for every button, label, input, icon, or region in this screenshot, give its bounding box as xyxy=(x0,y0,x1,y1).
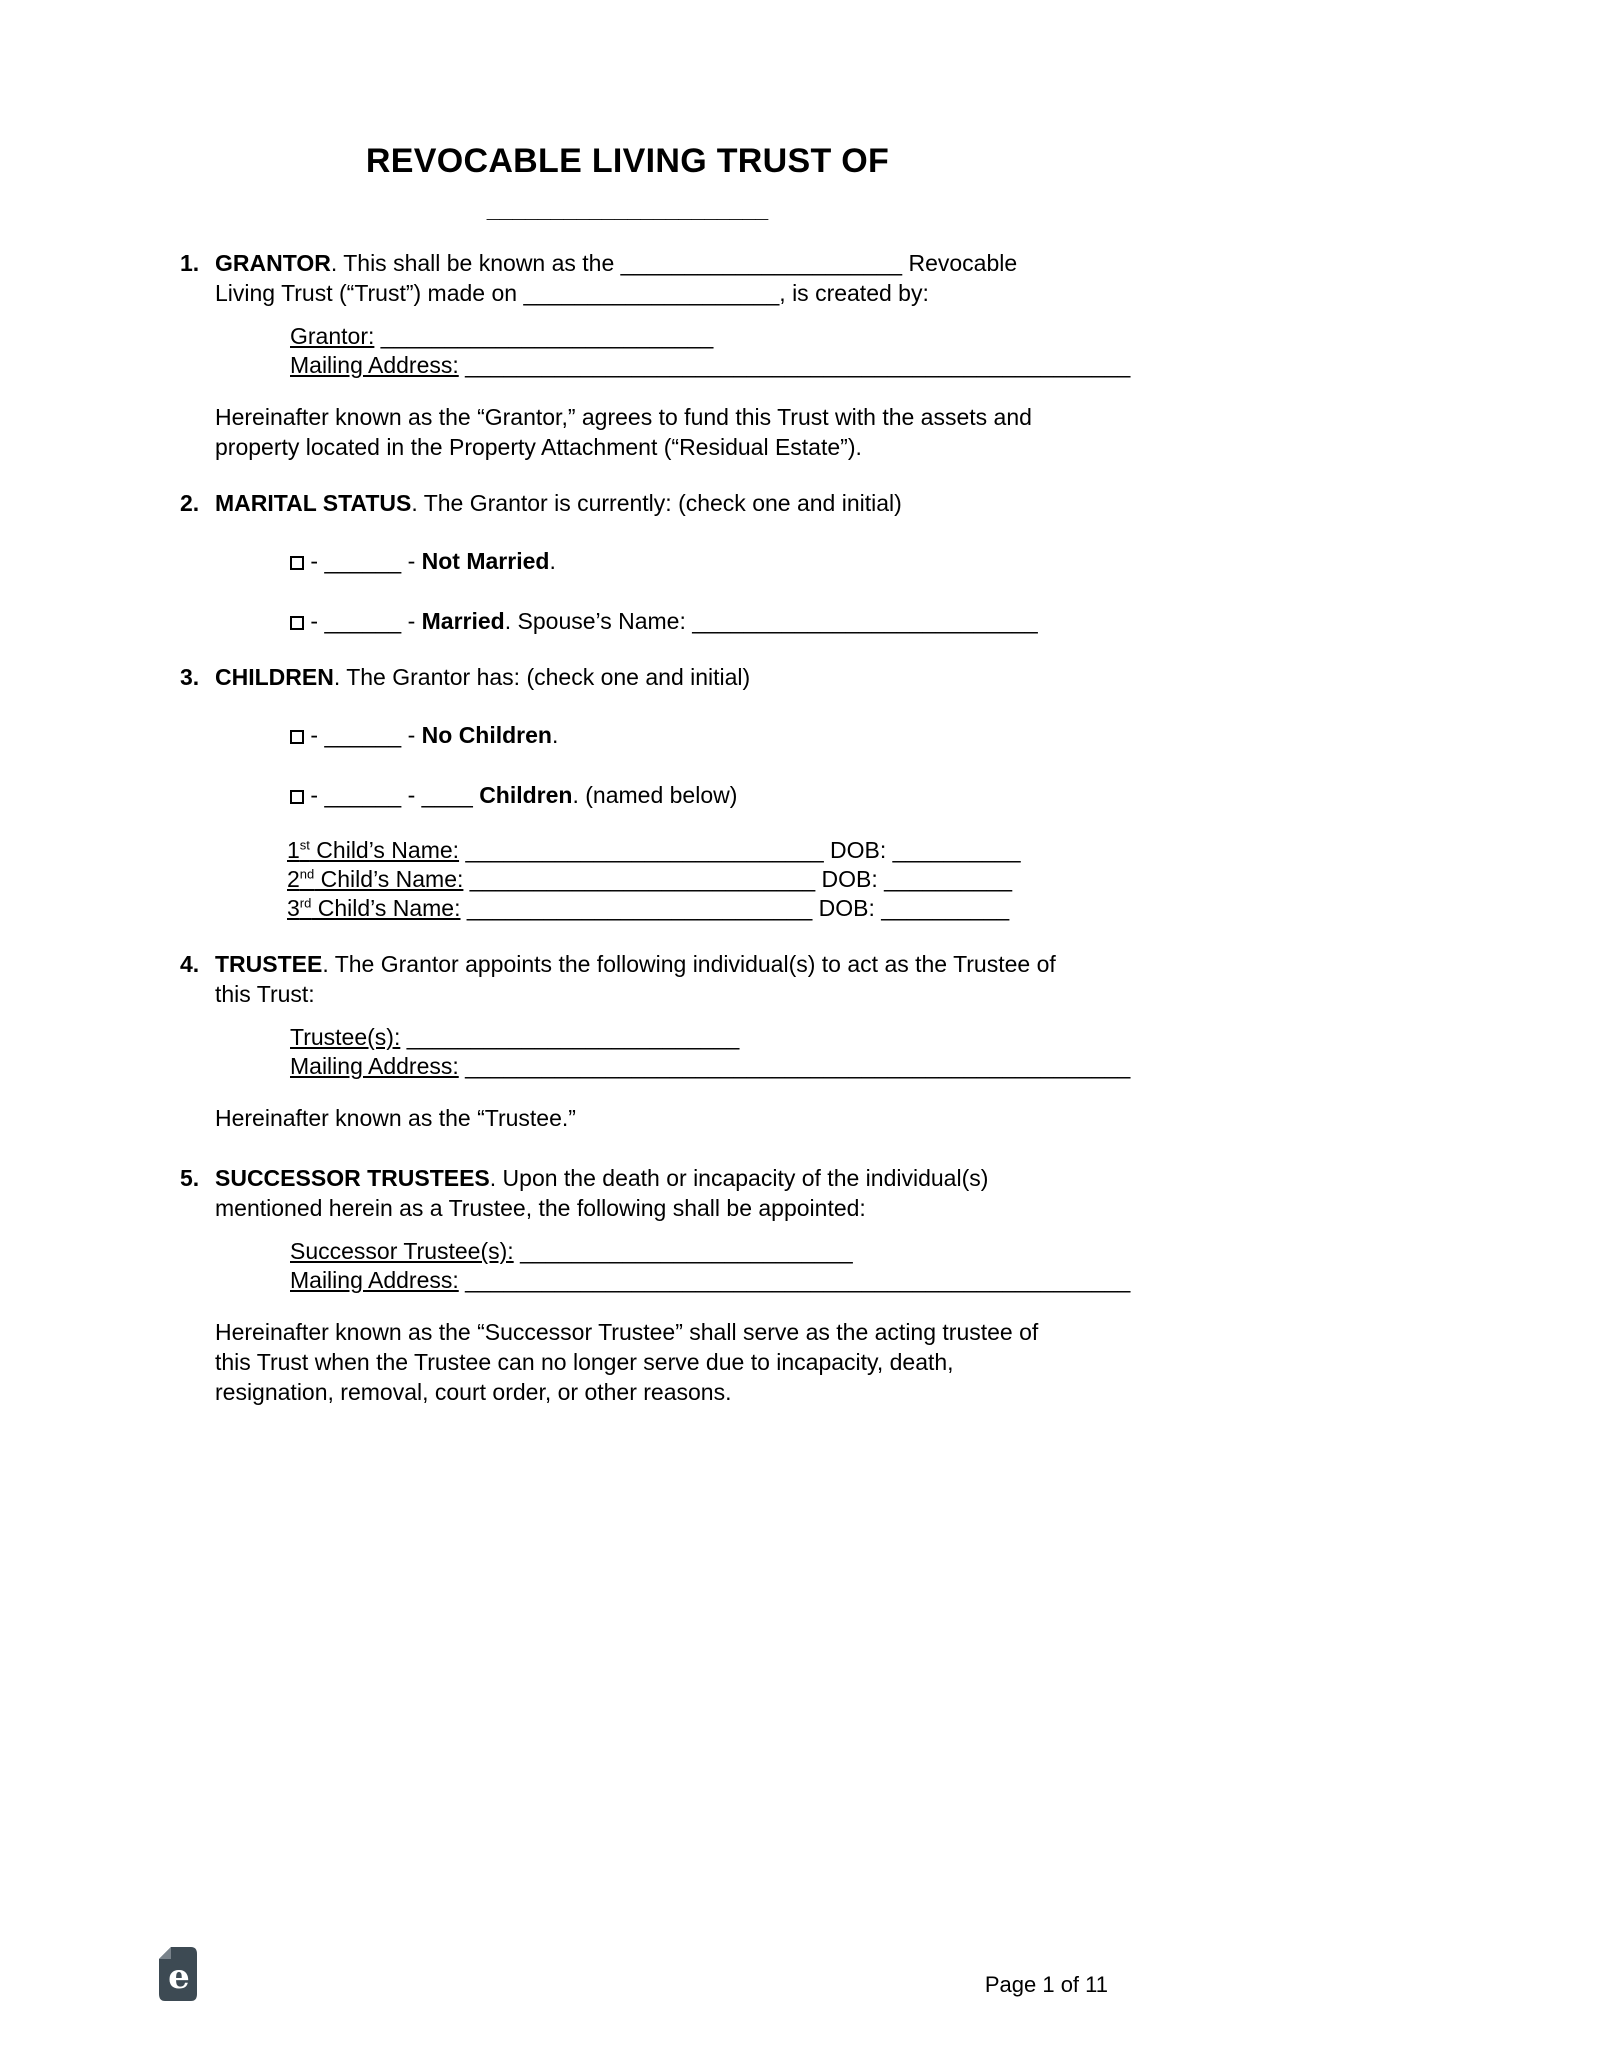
child-1-row xyxy=(287,836,1075,865)
title-blank-line: ______________________ xyxy=(486,196,769,222)
successor-mailing-label: Mailing Address: xyxy=(290,1267,459,1293)
trustee-mailing-field-row xyxy=(290,1052,1131,1081)
section-2-intro-text: . The Grantor is currently: (check one and initial) xyxy=(411,490,902,516)
section-1-intro xyxy=(215,248,1075,308)
section-3-intro xyxy=(215,662,1075,692)
not-married-initial-blank: - ______ - xyxy=(304,548,422,574)
child-3-ordinal-suffix: rd xyxy=(299,895,312,911)
grantor-label: Grantor: xyxy=(290,323,375,349)
successor-trustee-label: Successor Trustee(s): xyxy=(290,1238,514,1264)
grantor-mailing-label: Mailing Address: xyxy=(290,352,459,378)
children-count-blank: - ______ - ____ xyxy=(304,782,480,808)
child-2-blanks: ___________________________ DOB: __________ xyxy=(463,866,1013,892)
section-3-number: 3. xyxy=(180,664,200,690)
not-married-label: Not Married xyxy=(421,548,550,574)
section-5-intro xyxy=(215,1163,1075,1223)
trustee-blank-line: __________________________ xyxy=(400,1024,740,1050)
trustee-label: Trustee(s): xyxy=(290,1024,401,1050)
section-trustee xyxy=(180,949,1131,1133)
eforms-logo-letter: e xyxy=(168,1957,190,1997)
child-2-label-text: Child’s Name: xyxy=(314,866,464,892)
child-3-number: 3 xyxy=(287,895,300,921)
section-5-heading: SUCCESSOR TRUSTEES xyxy=(215,1165,490,1191)
section-4-intro xyxy=(215,949,1075,1009)
section-4-number: 4. xyxy=(180,951,200,977)
no-children-label: No Children xyxy=(421,722,552,748)
no-children-suffix: . xyxy=(551,722,559,748)
page-number: Page 1 of 11 xyxy=(984,1972,1108,1997)
section-grantor xyxy=(180,248,1131,462)
grantor-blank-line: __________________________ xyxy=(374,323,714,349)
successor-trustee-blank-line: __________________________ xyxy=(513,1238,853,1264)
grantor-mailing-field-row xyxy=(290,351,1131,380)
children-name-list xyxy=(287,836,1075,923)
section-4-heading: TRUSTEE xyxy=(215,951,323,977)
section-children xyxy=(180,662,1075,923)
trustee-field-row xyxy=(290,1023,1075,1052)
child-3-blanks: ___________________________ DOB: __________ xyxy=(460,895,1010,921)
section-2-number: 2. xyxy=(180,490,200,516)
no-children-initial-blank: - ______ - xyxy=(304,722,422,748)
child-2-ordinal-suffix: nd xyxy=(299,866,315,882)
section-1-heading: GRANTOR xyxy=(215,250,331,276)
section-1-fields xyxy=(290,322,1131,380)
married-label: Married xyxy=(421,608,505,634)
not-married-checkbox[interactable] xyxy=(290,556,304,570)
child-1-label-text: Child’s Name: xyxy=(309,837,460,863)
child-2-label xyxy=(287,866,463,892)
has-children-checkbox[interactable] xyxy=(290,790,304,804)
children-suffix: . (named below) xyxy=(572,782,738,808)
child-3-label xyxy=(287,895,461,921)
section-successor-trustees xyxy=(180,1163,1131,1407)
section-4-paragraph: Hereinafter known as the “Trustee.” xyxy=(215,1105,576,1131)
section-3-heading: CHILDREN xyxy=(215,664,334,690)
trustee-mailing-blank-line: ____________________________________________________ xyxy=(458,1053,1131,1079)
no-children-option-row xyxy=(290,720,1075,750)
child-1-ordinal-suffix: st xyxy=(299,837,310,853)
section-5-paragraph: Hereinafter known as the “Successor Trustee” shall serve as the acting trustee of this Trust when the Trustee can no longer serve due to incapacity, death, resignation, removal, court order, or other reasons. xyxy=(215,1319,1039,1405)
section-1-paragraph: Hereinafter known as the “Grantor,” agrees to fund this Trust with the assets and property located in the Property Attachment (“Residual Estate”). xyxy=(215,404,1032,460)
successor-mailing-blank-line: ____________________________________________________ xyxy=(458,1267,1131,1293)
section-3-intro-text: . The Grantor has: (check one and initial) xyxy=(333,664,751,690)
successor-trustee-field-row xyxy=(290,1237,1075,1266)
successor-mailing-field-row xyxy=(290,1266,1131,1295)
child-3-row xyxy=(287,894,1075,923)
no-children-checkbox[interactable] xyxy=(290,730,304,744)
child-1-label xyxy=(287,837,459,863)
section-1-intro-text: . This shall be known as the ______________________ Revocable Living Trust (“Trust”) made on ____________________, is created by: xyxy=(215,250,1018,306)
child-2-number: 2 xyxy=(287,866,300,892)
document-title: REVOCABLE LIVING TRUST OF xyxy=(365,142,890,180)
trustee-mailing-label: Mailing Address: xyxy=(290,1053,459,1079)
child-3-label-text: Child’s Name: xyxy=(311,895,461,921)
grantor-field-row xyxy=(290,322,1075,351)
not-married-option-row xyxy=(290,546,1075,576)
section-5-number: 5. xyxy=(180,1165,200,1191)
section-marital-status xyxy=(180,488,1075,636)
children-label: Children xyxy=(479,782,573,808)
section-4-fields xyxy=(290,1023,1131,1081)
spouse-name-blank: . Spouse’s Name: ___________________________ xyxy=(504,608,1038,634)
married-option-row xyxy=(290,606,1075,636)
section-4-intro-text: . The Grantor appoints the following individual(s) to act as the Trustee of this Trust: xyxy=(215,951,1056,1007)
child-2-row xyxy=(287,865,1075,894)
section-1-number: 1. xyxy=(180,250,200,276)
document-content xyxy=(180,140,1131,1407)
child-1-blanks: ____________________________ DOB: __________ xyxy=(459,837,1021,863)
married-checkbox[interactable] xyxy=(290,616,304,630)
married-initial-blank: - ______ - xyxy=(304,608,422,634)
not-married-suffix: . xyxy=(549,548,556,574)
grantor-mailing-blank-line: ____________________________________________________ xyxy=(458,352,1131,378)
section-5-fields xyxy=(290,1237,1131,1295)
section-2-intro xyxy=(215,488,1075,518)
section-2-heading: MARITAL STATUS xyxy=(215,490,412,516)
has-children-option-row xyxy=(290,780,1075,810)
section-5-intro-text: . Upon the death or incapacity of the individual(s) mentioned herein as a Trustee, the following shall be appointed: xyxy=(215,1165,989,1221)
child-1-number: 1 xyxy=(287,837,300,863)
